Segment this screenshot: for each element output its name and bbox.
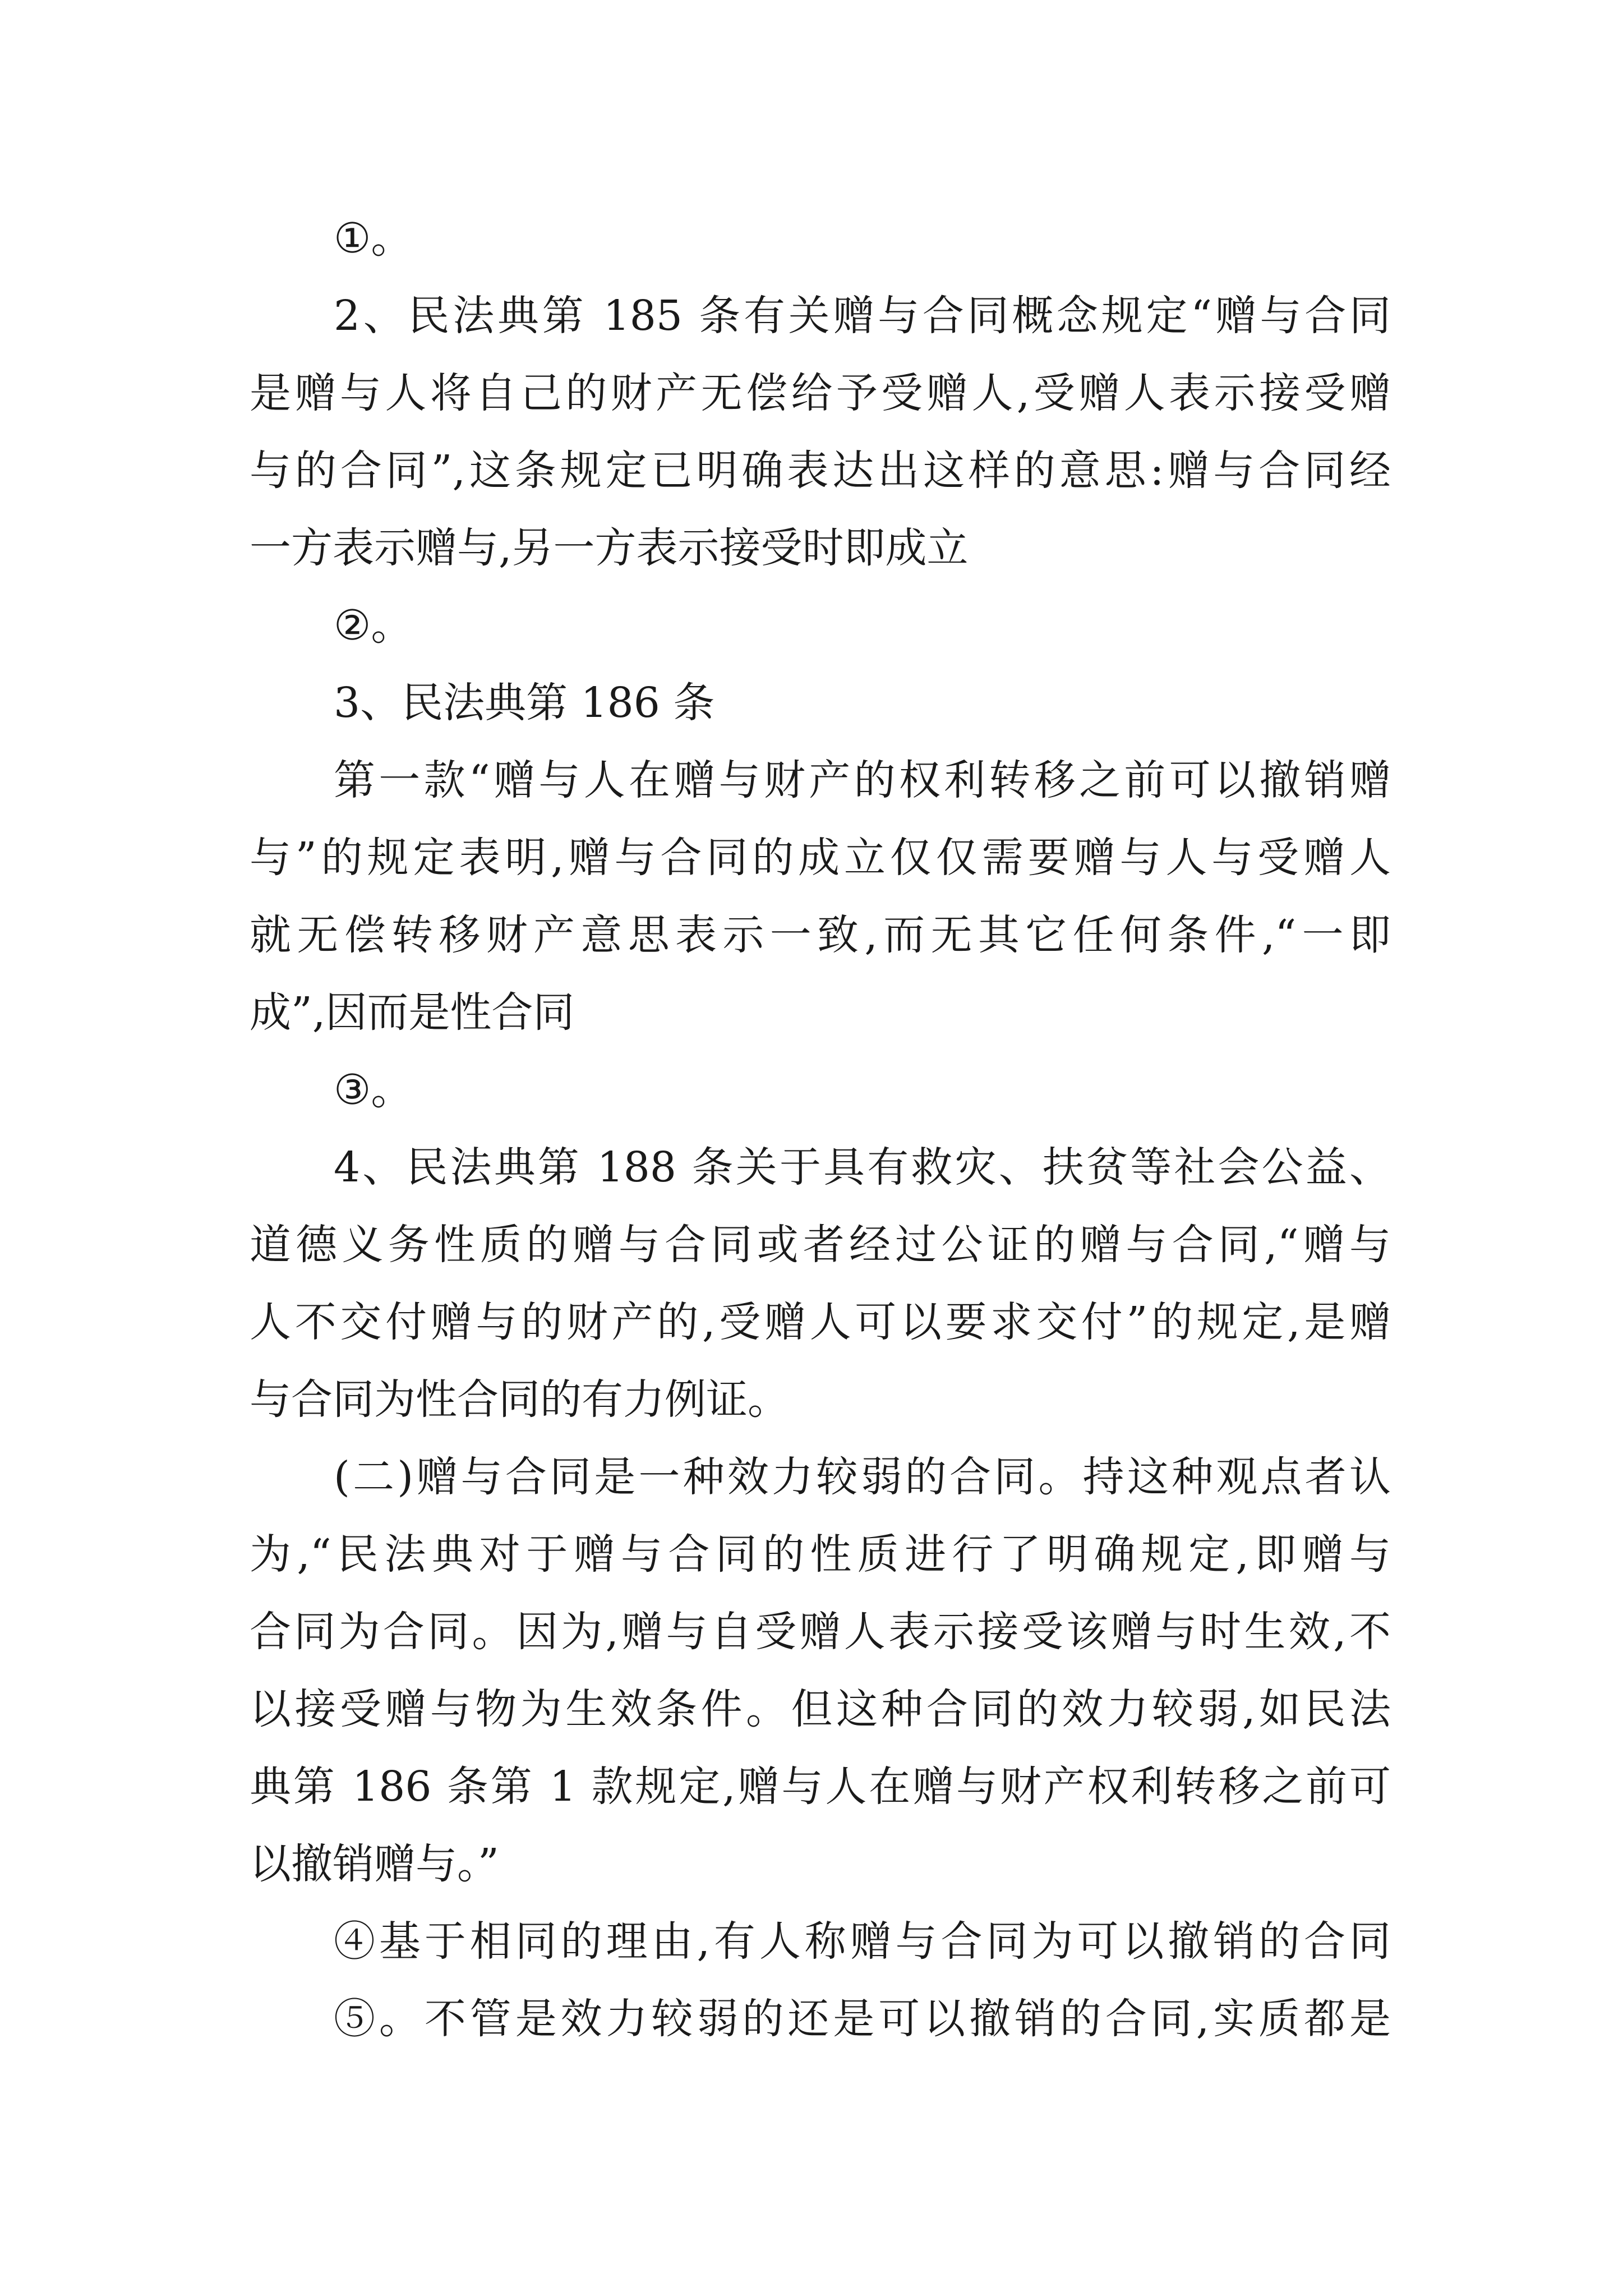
text-line: 人不交付赠与的财产的,受赠人可以要求交付”的规定,是赠 <box>250 1298 1391 1346</box>
text-line: 合同为合同。因为,赠与自受赠人表示接受该赠与时生效,不 <box>250 1608 1391 1656</box>
text-line: 与”的规定表明,赠与合同的成立仅仅需要赠与人与受赠人 <box>250 834 1391 882</box>
text-line: 道德义务性质的赠与合同或者经过公证的赠与合同,“赠与 <box>250 1221 1391 1269</box>
text-line: 为,“民法典对于赠与合同的性质进行了明确规定,即赠与 <box>250 1530 1391 1579</box>
text-line: 典第 186 条第 1 款规定,赠与人在赠与财产权利转移之前可 <box>250 1763 1391 1811</box>
text-line: 是赠与人将自己的财产无偿给予受赠人,受赠人表示接受赠 <box>250 369 1391 417</box>
text-line: 就无偿转移财产意思表示一致,而无其它任何条件,“一即 <box>250 911 1391 959</box>
text-line: ③。 <box>334 1066 413 1114</box>
text-line: (二)赠与合同是一种效力较弱的合同。持这种观点者认 <box>334 1453 1391 1501</box>
text-line: ④基于相同的理由,有人称赠与合同为可以撤销的合同 <box>334 1917 1391 1966</box>
text-line: ①。 <box>334 214 413 263</box>
text-line: 一方表示赠与,另一方表示接受时即成立 <box>250 524 969 572</box>
text-line: ⑤。不管是效力较弱的还是可以撤销的合同,实质都是 <box>334 1995 1391 2043</box>
text-line: 以撤销赠与。” <box>250 1840 499 1888</box>
text-line: 第一款“赠与人在赠与财产的权利转移之前可以撤销赠 <box>334 756 1391 804</box>
text-line: 2、民法典第 185 条有关赠与合同概念规定“赠与合同 <box>334 292 1391 340</box>
text-line: ②。 <box>334 601 413 650</box>
text-line: 3、民法典第 186 条 <box>334 679 715 727</box>
text-line: 与合同为性合同的有力例证。 <box>250 1375 789 1424</box>
text-line: 以接受赠与物为生效条件。但这种合同的效力较弱,如民法 <box>250 1685 1391 1733</box>
text-line: 4、民法典第 188 条关于具有救灾、扶贫等社会公益、 <box>334 1143 1391 1191</box>
text-line: 与的合同”,这条规定已明确表达出这样的意思:赠与合同经 <box>250 447 1391 495</box>
text-line: 成”,因而是性合同 <box>250 988 575 1037</box>
